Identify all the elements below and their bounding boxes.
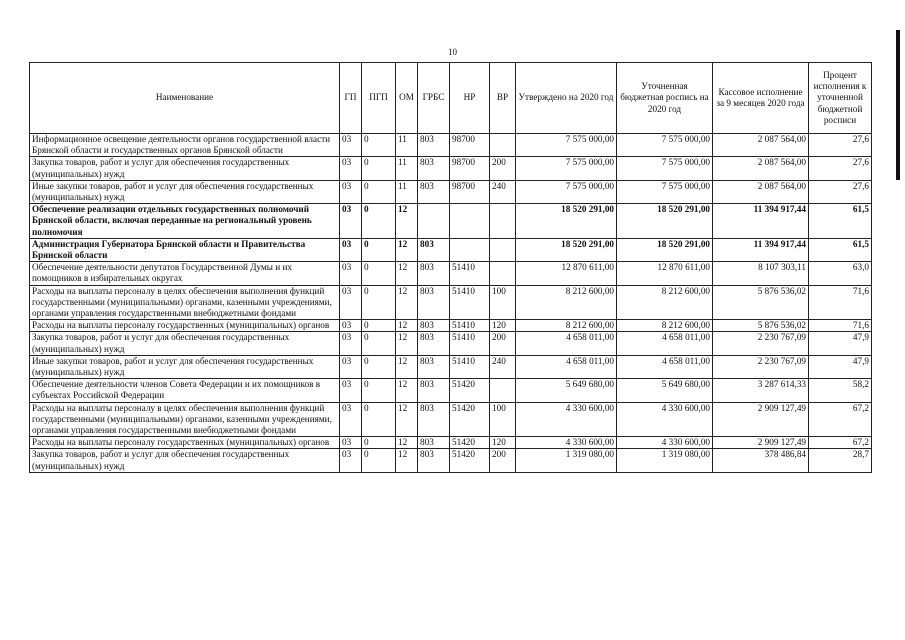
- cell-pgp: 0: [362, 157, 396, 180]
- cell-om: 12: [396, 355, 418, 378]
- table-row: [30, 332, 872, 355]
- cell-cash: 11 394 917,44: [713, 204, 809, 239]
- cell-percent: 67,2: [809, 437, 872, 449]
- cell-nr: [450, 204, 490, 239]
- cell-approved: 8 212 600,00: [516, 320, 617, 332]
- cell-gp: 03: [340, 449, 362, 472]
- cell-pgp: 0: [362, 134, 396, 157]
- cell-name: Информационное освещение деятельности органов государственной власти Брянской области и государственных органов Брянской области: [30, 134, 340, 157]
- cell-pgp: 0: [362, 332, 396, 355]
- cell-om: 12: [396, 285, 418, 320]
- cell-vr: 120: [490, 437, 516, 449]
- cell-vr: 100: [490, 285, 516, 320]
- cell-nr: 51410: [450, 355, 490, 378]
- cell-approved: 1 319 080,00: [516, 449, 617, 472]
- header-vr: ВР: [490, 63, 516, 134]
- cell-om: 12: [396, 402, 418, 437]
- cell-revised: 7 575 000,00: [617, 134, 713, 157]
- cell-nr: 98700: [450, 134, 490, 157]
- cell-approved: 12 870 611,00: [516, 262, 617, 285]
- cell-name: Иные закупки товаров, работ и услуг для обеспечения государственных (муниципальных) нужд: [30, 355, 340, 378]
- cell-approved: 7 575 000,00: [516, 157, 617, 180]
- cell-grbs: 803: [418, 320, 450, 332]
- header-name: Наименование: [30, 63, 340, 134]
- cell-percent: 47,9: [809, 355, 872, 378]
- cell-gp: 03: [340, 262, 362, 285]
- cell-approved: 4 330 600,00: [516, 402, 617, 437]
- cell-om: 12: [396, 238, 418, 261]
- cell-nr: 51410: [450, 320, 490, 332]
- cell-name: Расходы на выплаты персоналу в целях обеспечения выполнения функций государственными (муниципальными) органами, казенными учреждениями, органами управления государственными внебюджетными фондами: [30, 402, 340, 437]
- cell-approved: 18 520 291,00: [516, 238, 617, 261]
- cell-cash: 5 876 536,02: [713, 285, 809, 320]
- table-row: [30, 449, 872, 472]
- cell-vr: 120: [490, 320, 516, 332]
- cell-gp: 03: [340, 238, 362, 261]
- cell-grbs: 803: [418, 332, 450, 355]
- cell-approved: 4 658 011,00: [516, 332, 617, 355]
- cell-grbs: 803: [418, 180, 450, 203]
- cell-nr: 51420: [450, 379, 490, 402]
- cell-gp: 03: [340, 379, 362, 402]
- cell-om: 12: [396, 320, 418, 332]
- cell-gp: 03: [340, 355, 362, 378]
- cell-om: 12: [396, 204, 418, 239]
- cell-nr: 51420: [450, 402, 490, 437]
- cell-grbs: 803: [418, 157, 450, 180]
- budget-table: [29, 62, 872, 473]
- cell-percent: 27,6: [809, 157, 872, 180]
- cell-grbs: 803: [418, 402, 450, 437]
- scan-edge-mark: [896, 30, 900, 180]
- cell-percent: 61,5: [809, 238, 872, 261]
- header-approved: Утверждено на 2020 год: [516, 63, 617, 134]
- cell-nr: 98700: [450, 157, 490, 180]
- cell-approved: 7 575 000,00: [516, 134, 617, 157]
- cell-nr: 51410: [450, 332, 490, 355]
- cell-cash: 378 486,84: [713, 449, 809, 472]
- cell-pgp: 0: [362, 449, 396, 472]
- cell-om: 12: [396, 379, 418, 402]
- cell-percent: 47,9: [809, 332, 872, 355]
- header-revised: Уточненная бюджетная роспись на 2020 год: [617, 63, 713, 134]
- cell-approved: 8 212 600,00: [516, 285, 617, 320]
- cell-revised: 12 870 611,00: [617, 262, 713, 285]
- cell-revised: 4 330 600,00: [617, 437, 713, 449]
- cell-name: Расходы на выплаты персоналу государственных (муниципальных) органов: [30, 320, 340, 332]
- cell-nr: 51410: [450, 285, 490, 320]
- cell-grbs: 803: [418, 355, 450, 378]
- table-row: [30, 437, 872, 449]
- cell-cash: 2 087 564,00: [713, 134, 809, 157]
- cell-cash: 2 909 127,49: [713, 437, 809, 449]
- cell-approved: 5 649 680,00: [516, 379, 617, 402]
- table-row: [30, 157, 872, 180]
- cell-name: Иные закупки товаров, работ и услуг для обеспечения государственных (муниципальных) нужд: [30, 180, 340, 203]
- cell-cash: 2 087 564,00: [713, 157, 809, 180]
- cell-om: 12: [396, 449, 418, 472]
- header-cash: Кассовое исполнение за 9 месяцев 2020 года: [713, 63, 809, 134]
- cell-approved: 4 658 011,00: [516, 355, 617, 378]
- cell-gp: 03: [340, 157, 362, 180]
- cell-vr: 200: [490, 332, 516, 355]
- cell-percent: 27,6: [809, 180, 872, 203]
- cell-nr: 51410: [450, 262, 490, 285]
- table-header-row: [30, 63, 872, 134]
- cell-name: Обеспечение деятельности депутатов Государственной Думы и их помощников в избирательных округах: [30, 262, 340, 285]
- header-om: ОМ: [396, 63, 418, 134]
- cell-vr: [490, 134, 516, 157]
- cell-vr: 240: [490, 180, 516, 203]
- header-nr: НР: [450, 63, 490, 134]
- cell-grbs: [418, 204, 450, 239]
- cell-cash: 8 107 303,11: [713, 262, 809, 285]
- cell-cash: 2 087 564,00: [713, 180, 809, 203]
- cell-percent: 58,2: [809, 379, 872, 402]
- cell-approved: 4 330 600,00: [516, 437, 617, 449]
- cell-revised: 1 319 080,00: [617, 449, 713, 472]
- cell-pgp: 0: [362, 320, 396, 332]
- cell-pgp: 0: [362, 238, 396, 261]
- table-row: [30, 262, 872, 285]
- cell-om: 12: [396, 262, 418, 285]
- cell-pgp: 0: [362, 262, 396, 285]
- table-row: [30, 180, 872, 203]
- cell-name: Обеспечение деятельности членов Совета Федерации и их помощников в субъектах Российской Федерации: [30, 379, 340, 402]
- cell-cash: 3 287 614,33: [713, 379, 809, 402]
- cell-pgp: 0: [362, 437, 396, 449]
- cell-percent: 61,5: [809, 204, 872, 239]
- cell-grbs: 803: [418, 285, 450, 320]
- cell-name: Закупка товаров, работ и услуг для обеспечения государственных (муниципальных) нужд: [30, 157, 340, 180]
- cell-grbs: 803: [418, 449, 450, 472]
- table-row: [30, 402, 872, 437]
- table-row: [30, 134, 872, 157]
- table-row: [30, 238, 872, 261]
- cell-revised: 18 520 291,00: [617, 204, 713, 239]
- header-pgp: ПГП: [362, 63, 396, 134]
- cell-vr: 100: [490, 402, 516, 437]
- cell-pgp: 0: [362, 180, 396, 203]
- header-percent: Процент исполнения к уточненной бюджетной росписи: [809, 63, 872, 134]
- cell-nr: [450, 238, 490, 261]
- cell-name: Администрация Губернатора Брянской области и Правительства Брянской области: [30, 238, 340, 261]
- cell-cash: 2 230 767,09: [713, 332, 809, 355]
- cell-revised: 5 649 680,00: [617, 379, 713, 402]
- cell-gp: 03: [340, 437, 362, 449]
- header-grbs: ГРБС: [418, 63, 450, 134]
- cell-pgp: 0: [362, 285, 396, 320]
- cell-pgp: 0: [362, 402, 396, 437]
- cell-pgp: 0: [362, 379, 396, 402]
- cell-percent: 71,6: [809, 320, 872, 332]
- cell-vr: 240: [490, 355, 516, 378]
- cell-approved: 18 520 291,00: [516, 204, 617, 239]
- cell-revised: 4 658 011,00: [617, 332, 713, 355]
- page-number: 10: [448, 47, 457, 57]
- cell-gp: 03: [340, 204, 362, 239]
- cell-approved: 7 575 000,00: [516, 180, 617, 203]
- cell-om: 11: [396, 180, 418, 203]
- cell-percent: 28,7: [809, 449, 872, 472]
- table-body: [30, 134, 872, 473]
- cell-revised: 4 658 011,00: [617, 355, 713, 378]
- cell-vr: 200: [490, 449, 516, 472]
- cell-pgp: 0: [362, 355, 396, 378]
- cell-revised: 8 212 600,00: [617, 320, 713, 332]
- cell-percent: 63,0: [809, 262, 872, 285]
- cell-percent: 67,2: [809, 402, 872, 437]
- cell-gp: 03: [340, 332, 362, 355]
- cell-om: 11: [396, 134, 418, 157]
- cell-grbs: 803: [418, 134, 450, 157]
- cell-vr: [490, 262, 516, 285]
- table-row: [30, 320, 872, 332]
- cell-name: Закупка товаров, работ и услуг для обеспечения государственных (муниципальных) нужд: [30, 332, 340, 355]
- cell-percent: 27,6: [809, 134, 872, 157]
- cell-name: Расходы на выплаты персоналу в целях обеспечения выполнения функций государственными (муниципальными) органами, казенными учреждениями, органами управления государственными внебюджетными фондами: [30, 285, 340, 320]
- cell-cash: 2 230 767,09: [713, 355, 809, 378]
- cell-revised: 7 575 000,00: [617, 157, 713, 180]
- cell-gp: 03: [340, 180, 362, 203]
- cell-gp: 03: [340, 134, 362, 157]
- cell-revised: 4 330 600,00: [617, 402, 713, 437]
- cell-cash: 5 876 536,02: [713, 320, 809, 332]
- cell-cash: 11 394 917,44: [713, 238, 809, 261]
- cell-name: Закупка товаров, работ и услуг для обеспечения государственных (муниципальных) нужд: [30, 449, 340, 472]
- cell-pgp: 0: [362, 204, 396, 239]
- cell-om: 12: [396, 437, 418, 449]
- cell-grbs: 803: [418, 238, 450, 261]
- cell-vr: [490, 379, 516, 402]
- cell-vr: [490, 238, 516, 261]
- cell-vr: 200: [490, 157, 516, 180]
- cell-gp: 03: [340, 285, 362, 320]
- cell-revised: 18 520 291,00: [617, 238, 713, 261]
- cell-nr: 51420: [450, 437, 490, 449]
- cell-nr: 51420: [450, 449, 490, 472]
- cell-percent: 71,6: [809, 285, 872, 320]
- cell-om: 12: [396, 332, 418, 355]
- cell-name: Расходы на выплаты персоналу государственных (муниципальных) органов: [30, 437, 340, 449]
- table-row: [30, 204, 872, 239]
- cell-grbs: 803: [418, 262, 450, 285]
- table-row: [30, 355, 872, 378]
- cell-vr: [490, 204, 516, 239]
- header-gp: ГП: [340, 63, 362, 134]
- cell-revised: 8 212 600,00: [617, 285, 713, 320]
- cell-gp: 03: [340, 402, 362, 437]
- cell-name: Обеспечение реализации отдельных государственных полномочий Брянской области, включая переданные на региональный уровень полномочия: [30, 204, 340, 239]
- cell-gp: 03: [340, 320, 362, 332]
- cell-grbs: 803: [418, 437, 450, 449]
- cell-cash: 2 909 127,49: [713, 402, 809, 437]
- table-row: [30, 379, 872, 402]
- cell-revised: 7 575 000,00: [617, 180, 713, 203]
- cell-om: 11: [396, 157, 418, 180]
- cell-nr: 98700: [450, 180, 490, 203]
- table-row: [30, 285, 872, 320]
- cell-grbs: 803: [418, 379, 450, 402]
